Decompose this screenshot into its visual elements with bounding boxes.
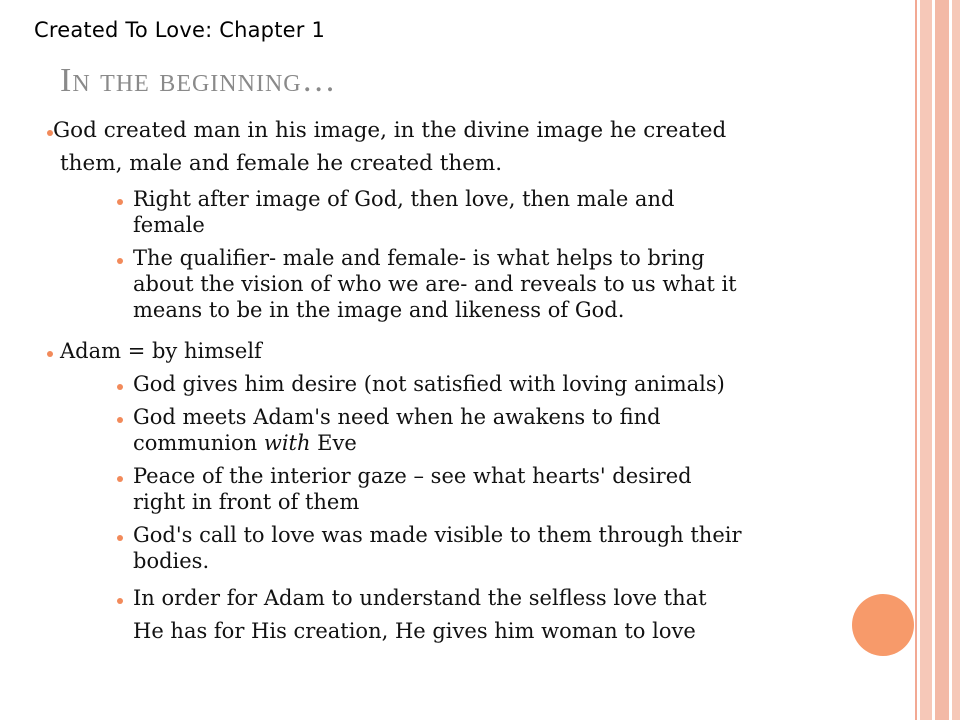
sub-bullet-text: Peace of the interior gaze – see what hearts' desired: [133, 464, 692, 488]
bullet-icon: [117, 476, 123, 482]
bullet-icon: [47, 351, 53, 357]
bullet-icon: [117, 598, 123, 604]
sub-bullet-text: bodies.: [133, 549, 210, 573]
bullet-text: God created man in his image, in the divine image he created: [53, 118, 727, 143]
sub-bullet-text: He has for His creation, He gives him woman to love: [133, 619, 696, 643]
right-border-strip: [935, 0, 949, 720]
sub-bullet-text: Right after image of God, then love, then male and: [133, 187, 675, 211]
sub-bullet-text: God meets Adam's need when he awakens to find: [133, 405, 661, 429]
bullet-icon: [117, 199, 123, 205]
slide-title: In the beginning…: [60, 62, 337, 99]
bullet-icon: [117, 384, 123, 390]
sub-bullet-text: means to be in the image and likeness of God.: [133, 298, 625, 322]
bullet-icon: [117, 258, 123, 264]
bullet-text: Adam = by himself: [60, 339, 262, 363]
sub-bullet-text: The qualifier- male and female- is what helps to bring: [133, 246, 705, 270]
bullet-icon: [117, 535, 123, 541]
sub-bullet-text-part: communion: [133, 431, 264, 455]
sub-bullet-text: about the vision of who we are- and reveals to us what it: [133, 272, 737, 296]
emphasis-text: with: [263, 431, 311, 455]
bullet-icon: [117, 417, 123, 423]
right-border-strip: [920, 0, 932, 720]
bullet-text: them, male and female he created them.: [60, 151, 503, 176]
sub-bullet-text: female: [133, 213, 205, 237]
sub-bullet-text: God gives him desire (not satisfied with loving animals): [133, 372, 725, 396]
right-border-strip: [952, 0, 960, 720]
header-text: Created To Love: Chapter 1: [34, 18, 326, 42]
decorative-circle: [852, 594, 914, 656]
sub-bullet-text: right in front of them: [133, 490, 360, 514]
sub-bullet-text: [133, 431, 357, 455]
border-inner-line: [915, 0, 917, 720]
sub-bullet-text-part: Eve: [310, 431, 357, 455]
sub-bullet-text: In order for Adam to understand the selfless love that: [133, 586, 707, 610]
sub-bullet-text: God's call to love was made visible to them through their: [133, 523, 742, 547]
